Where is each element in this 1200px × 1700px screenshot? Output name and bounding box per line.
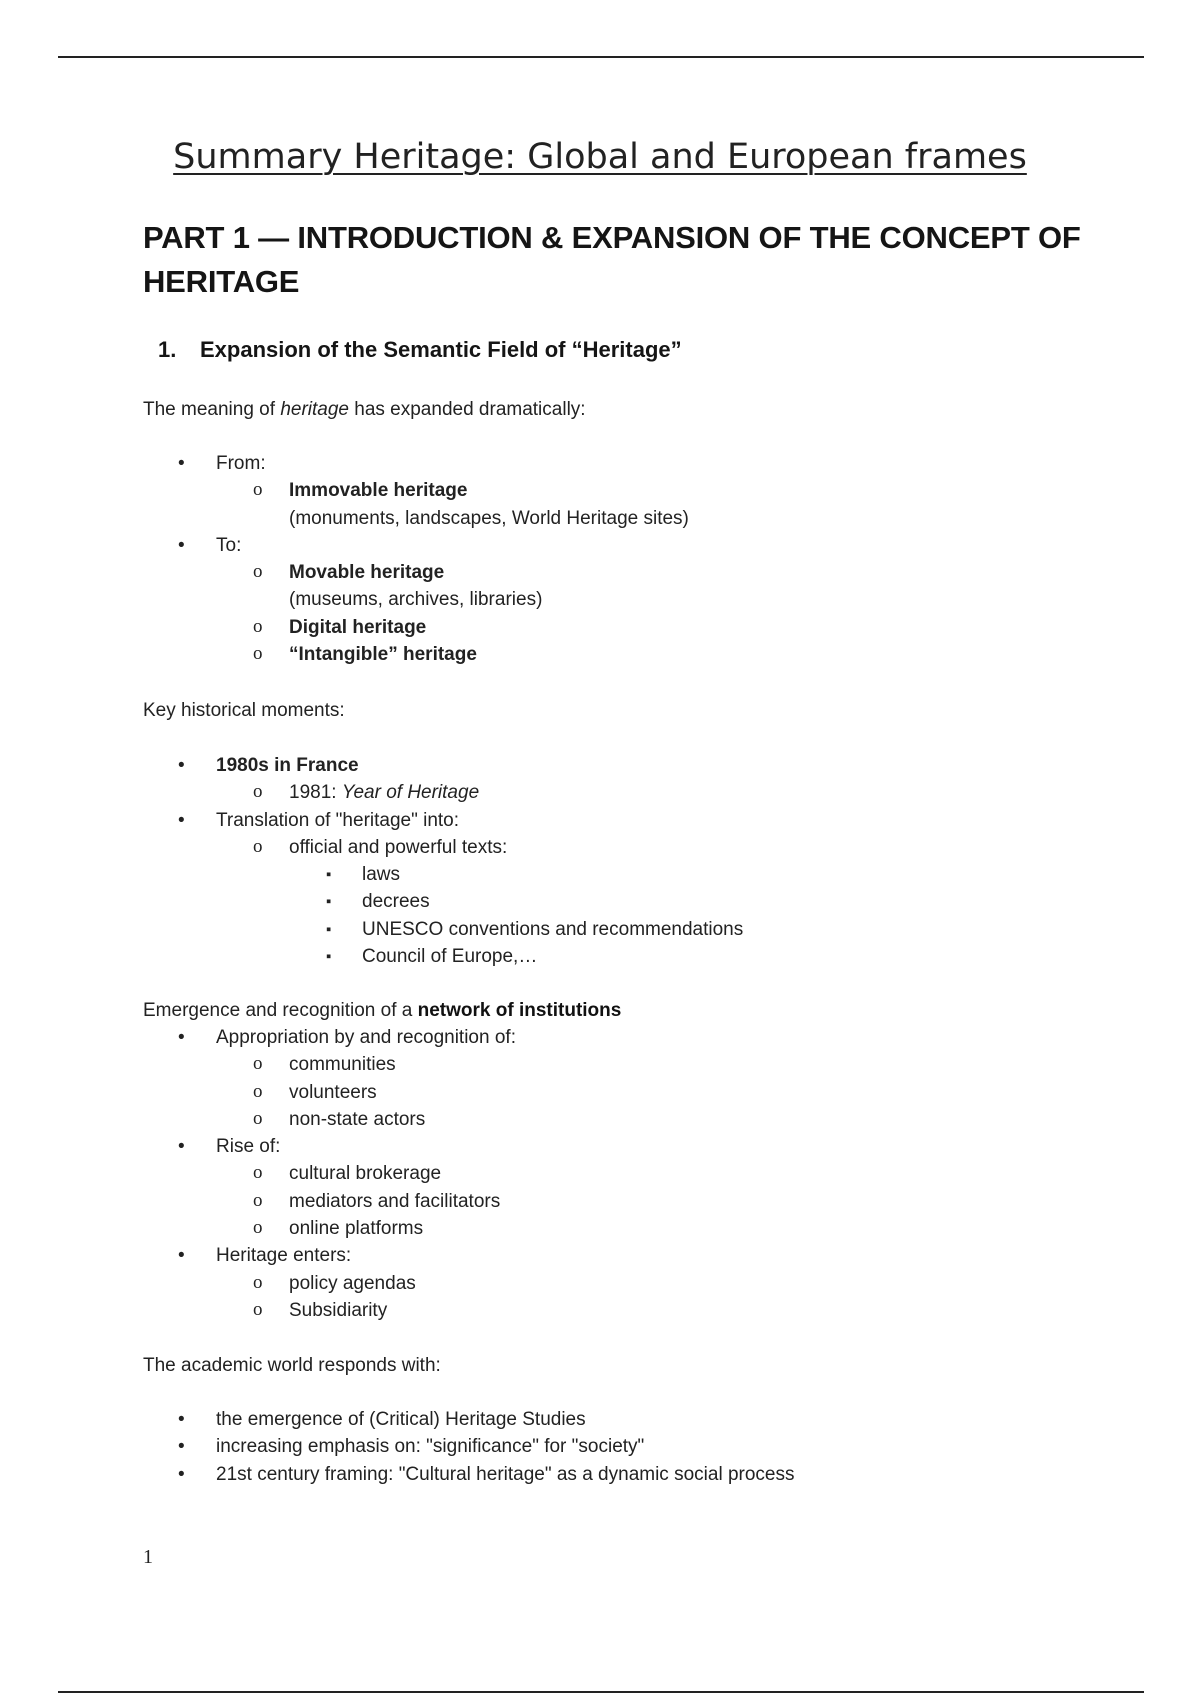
institutions-list xyxy=(143,1024,516,1324)
list-item: ▪ laws xyxy=(143,861,743,888)
list-item-description: (monuments, landscapes, World Heritage sites) xyxy=(289,507,689,529)
list-item: • increasing emphasis on: "significance" for "society" xyxy=(143,1433,794,1460)
list-item: • To: xyxy=(143,532,689,559)
list-item: • From: xyxy=(143,450,689,477)
footer-rule xyxy=(58,1691,1144,1693)
list-item: • Appropriation by and recognition of: xyxy=(143,1024,516,1051)
list-item: • Rise of: xyxy=(143,1133,516,1160)
list-item: o Movable heritage xyxy=(143,559,689,586)
list-item: • the emergence of (Critical) Heritage Studies xyxy=(143,1406,794,1433)
list-item: o non-state actors xyxy=(143,1106,516,1133)
intro-paragraph: The meaning of heritage has expanded dramatically: xyxy=(143,399,586,420)
section-heading xyxy=(158,337,682,363)
list-item: • Translation of "heritage" into: xyxy=(143,807,743,834)
list-item: o Subsidiarity xyxy=(143,1297,516,1324)
academic-heading: The academic world responds with: xyxy=(143,1355,441,1376)
section-title: Expansion of the Semantic Field of “Heritage” xyxy=(200,337,682,362)
part-heading: PART 1 — INTRODUCTION & EXPANSION OF THE CONCEPT OF HERITAGE xyxy=(143,220,1081,299)
list-item: o policy agendas xyxy=(143,1270,516,1297)
header-rule xyxy=(58,56,1144,58)
list-item: • Heritage enters: xyxy=(143,1242,516,1269)
list-item: o communities xyxy=(143,1051,516,1078)
list-item: o Immovable heritage xyxy=(143,477,689,504)
list-item-description: (museums, archives, libraries) xyxy=(289,589,543,611)
institutions-paragraph: Emergence and recognition of a network of institutions xyxy=(143,1000,622,1021)
list-item: o 1981: Year of Heritage xyxy=(143,779,743,806)
list-item: o mediators and facilitators xyxy=(143,1188,516,1215)
list-item: ▪ Council of Europe,… xyxy=(143,943,743,970)
key-moments-list xyxy=(143,752,743,970)
list-item: o online platforms xyxy=(143,1215,516,1242)
academic-list xyxy=(143,1406,794,1488)
list-item: o official and powerful texts: xyxy=(143,834,743,861)
page-number: 1 xyxy=(143,1546,153,1568)
list-item: • 21st century framing: "Cultural heritage" as a dynamic social process xyxy=(143,1461,794,1488)
list-item: • 1980s in France xyxy=(143,752,743,779)
list-item: ▪ UNESCO conventions and recommendations xyxy=(143,916,743,943)
list-item: o volunteers xyxy=(143,1079,516,1106)
section-number: 1. xyxy=(158,337,177,362)
list-item: o Digital heritage xyxy=(143,614,689,641)
list-item: o cultural brokerage xyxy=(143,1160,516,1187)
document-title: Summary Heritage: Global and European frames xyxy=(173,137,1027,177)
list-item: o “Intangible” heritage xyxy=(143,641,689,668)
key-moments-heading: Key historical moments: xyxy=(143,700,345,721)
list-item: ▪ decrees xyxy=(143,888,743,915)
expansion-list xyxy=(143,450,689,668)
